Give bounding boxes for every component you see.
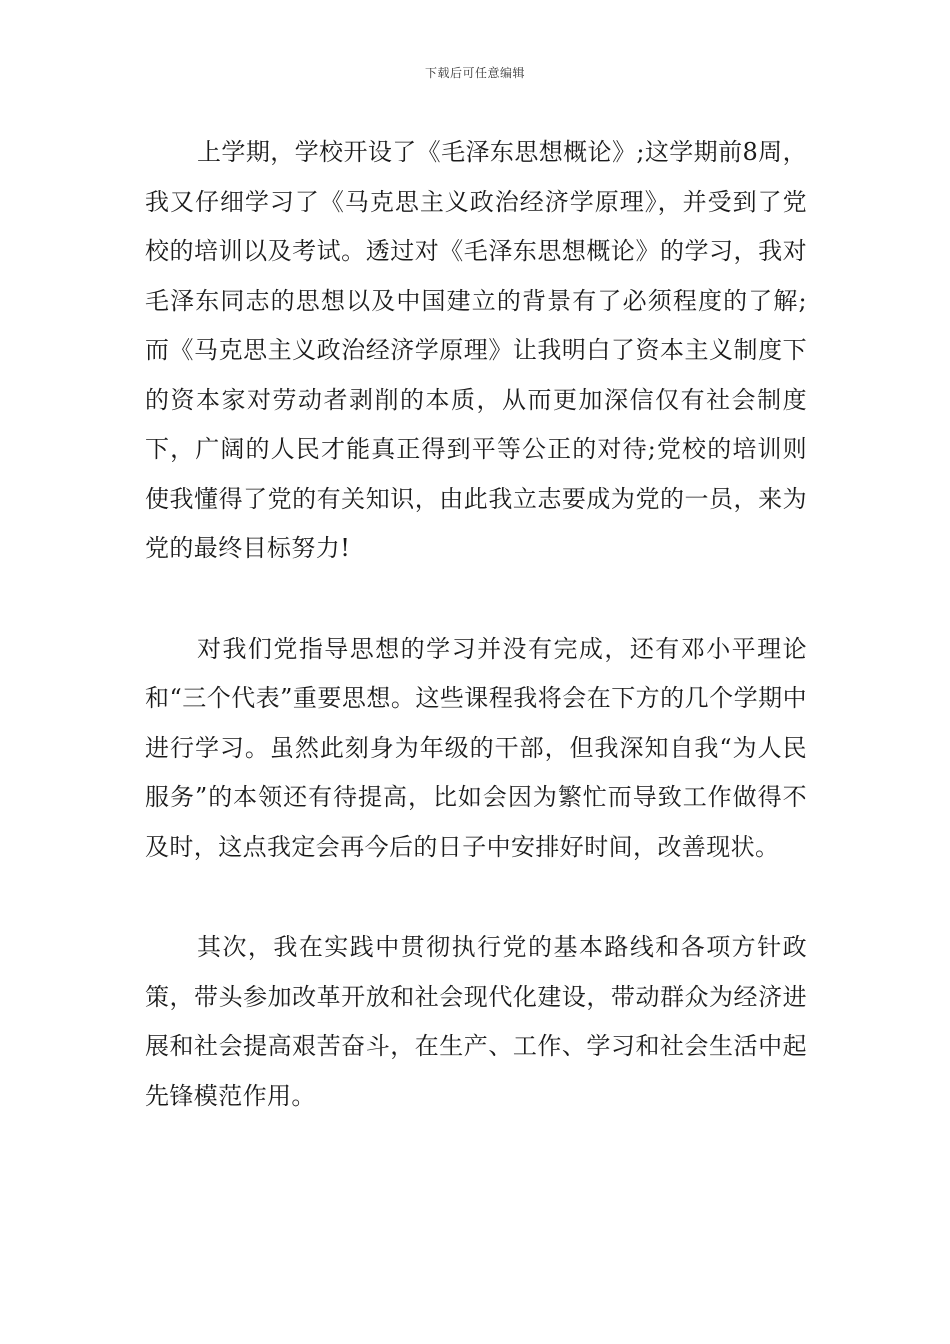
paragraph: 其次，我在实践中贯彻执行党的基本路线和各项方针政策，带头参加改革开放和社会现代化建设，带动群众为经济进展和社会提高艰苦奋斗，在生产、工作、学习和社会生活中起先锋模范作用。 — [145, 933, 807, 1110]
paragraph: 对我们党指导思想的学习并没有完成，还有邓小平理论和“三个代表”重要思想。这些课程我将会在下方的几个学期中进行学习。虽然此刻身为年级的干部，但我深知自我“为人民服务”的本领还有待提高，比如会因为繁忙而导致工作做得不及时，这点我定会再今后的日子中安排好时间，改善现状。 — [145, 634, 807, 861]
paragraph: 上学期，学校开设了《毛泽东思想概论》;这学期前8周，我又仔细学习了《马克思主义政治经济学原理》，并受到了党校的培训以及考试。透过对《毛泽东思想概论》的学习，我对毛泽东同志的思想以及中国建立的背景有了必须程度的了解;而《马克思主义政治经济学原理》让我明白了资本主义制度下的资本家对劳动者剥削的本质，从而更加深信仅有社会制度下，广阔的人民才能真正得到平等公正的对待;党校的培训则使我懂得了党的有关知识，由此我立志要成为党的一员，来为党的最终目标努力! — [145, 138, 807, 562]
page-header-note: 下载后可任意编辑 — [424, 66, 525, 80]
document-body — [145, 128, 807, 1121]
